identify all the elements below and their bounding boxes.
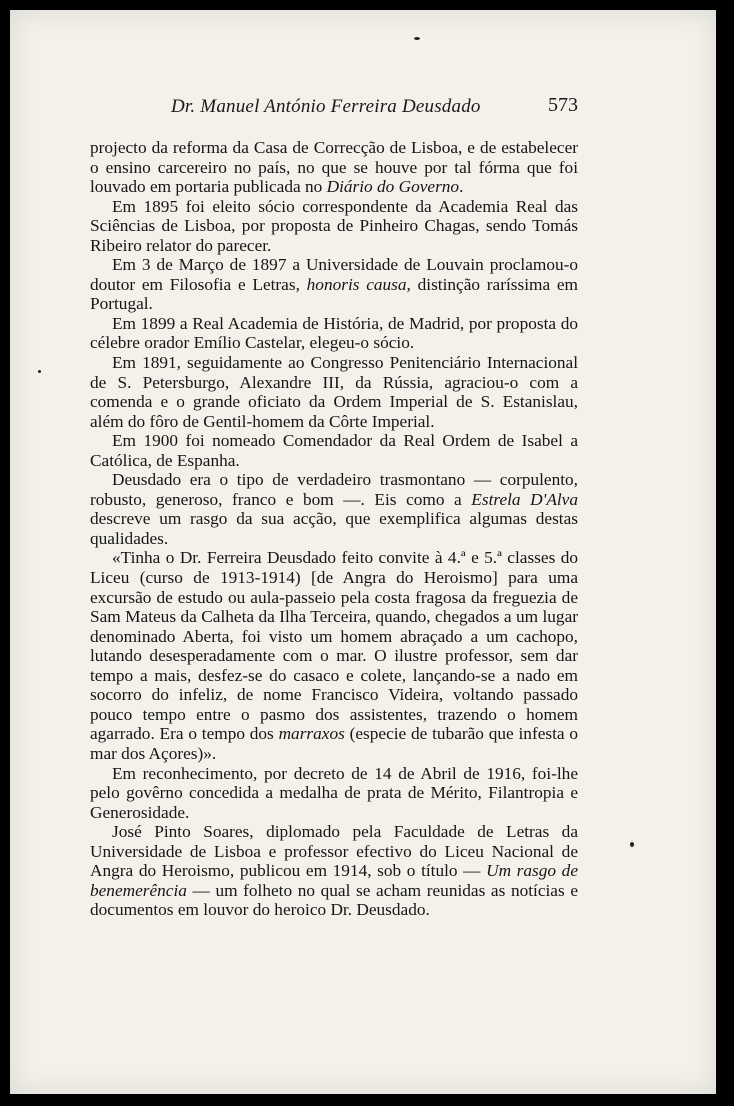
italic-text: Um rasgo de benemerência xyxy=(90,861,578,900)
ink-speck xyxy=(630,842,634,847)
text-run: Em 1899 a Real Academia de História, de Madrid, por proposta do célebre orador Emílio Castelar, elegeu-o sócio. xyxy=(90,313,578,353)
italic-text: Estrela D'Alva xyxy=(471,489,578,509)
paragraph xyxy=(90,197,578,256)
paragraph xyxy=(90,470,578,548)
paragraph xyxy=(90,548,578,763)
text-run: José Pinto Soares, diplomado pela Faculdade de Letras da Universidade de Lisboa e professor efectivo do Liceu Nacional de Angra do Heroismo, publicou em 1914, sob o título — xyxy=(90,822,578,881)
paragraph xyxy=(90,255,578,314)
italic-text: Diário do Governo xyxy=(326,177,460,197)
text-run: Em 3 de Março de 1897 a Universidade de Louvain proclamou-o doutor em Filosofia e Letras, xyxy=(90,255,578,294)
body-text xyxy=(90,138,578,920)
paragraph xyxy=(90,822,578,920)
text-run: Em 1895 foi eleito sócio correspondente da Academia Real das Sciências de Lisboa, por proposta de Pinheiro Chagas, sendo Tomás Ribeiro relator do parecer. xyxy=(90,196,578,255)
paragraph xyxy=(90,431,578,470)
page-number: 573 xyxy=(548,94,578,116)
paragraph xyxy=(90,764,578,823)
ink-speck xyxy=(38,370,41,373)
text-run: . xyxy=(459,177,464,197)
running-header xyxy=(10,96,716,122)
text-run: Deusdado era o tipo de verdadeiro trasmontano — corpulento, robusto, generoso, franco e bom —. Eis como a xyxy=(90,470,578,509)
text-run: — um folheto no qual se acham reunidas as notícias e documentos em louvor do heroico Dr. Deusdado. xyxy=(90,880,578,920)
text-run: distinção raríssima em Portugal. xyxy=(90,274,579,314)
text-run: descreve um rasgo da sua acção, que exemplifica algumas destas qualidades. xyxy=(90,509,578,548)
header-title: Dr. Manuel António Ferreira Deusdado xyxy=(171,96,481,117)
paragraph xyxy=(90,314,578,353)
text-run: Em 1891, seguidamente ao Congresso Penitenciário Internacional de S. Petersburgo, Alexandre III, da Rússia, agraciou-o com a comenda e o grande oficiato da Ordem Imperial de S. Estanislau, além do fôro de Gentil-homem da Côrte Imperial. xyxy=(90,353,578,431)
text-run: «Tinha o Dr. Ferreira Deusdado feito convite à 4.ª e 5.ª classes do Liceu (curso de 1913-1914) [de Angra do Heroismo] para uma excursão de estudo ou aula-passeio pela costa fragosa da freguezia de Sam Mateus da Calheta da Ilha Terceira, quando, chegados a um lugar denominado Aberta, foi visto um homem abraçado a um cachopo, lutando desesperadamente com o mar. O ilustre professor, sem dar tempo a mais, desfez-se do casaco e colete, lançando-se a nado em socorro do infeliz, de nome Francisco Videira, voltando passado pouco tempo entre o pasmo dos assistentes, trazendo o homem agarrado. Era o tempo dos xyxy=(90,548,578,744)
book-page xyxy=(10,10,716,1094)
text-run: Em reconhecimento, por decreto de 14 de Abril de 1916, foi-lhe pelo govêrno concedida a medalha de prata de Mérito, Filantropia e Generosidade. xyxy=(90,763,578,822)
ink-speck xyxy=(414,37,420,40)
text-run: Em 1900 foi nomeado Comendador da Real Ordem de Isabel a Católica, de Espanha. xyxy=(90,431,578,470)
italic-text: honoris causa, xyxy=(306,274,411,294)
paragraph xyxy=(90,353,578,431)
text-run: (especie de tubarão que infesta o mar dos Açores)». xyxy=(90,724,579,763)
italic-text: marraxos xyxy=(278,724,345,744)
paragraph xyxy=(90,138,578,197)
text-run: projecto da reforma da Casa de Correcção de Lisboa, e de estabelecer o ensino carcereiro no país, no que se houve por tal fórma que foi louvado em portaria publicada no xyxy=(90,138,578,197)
